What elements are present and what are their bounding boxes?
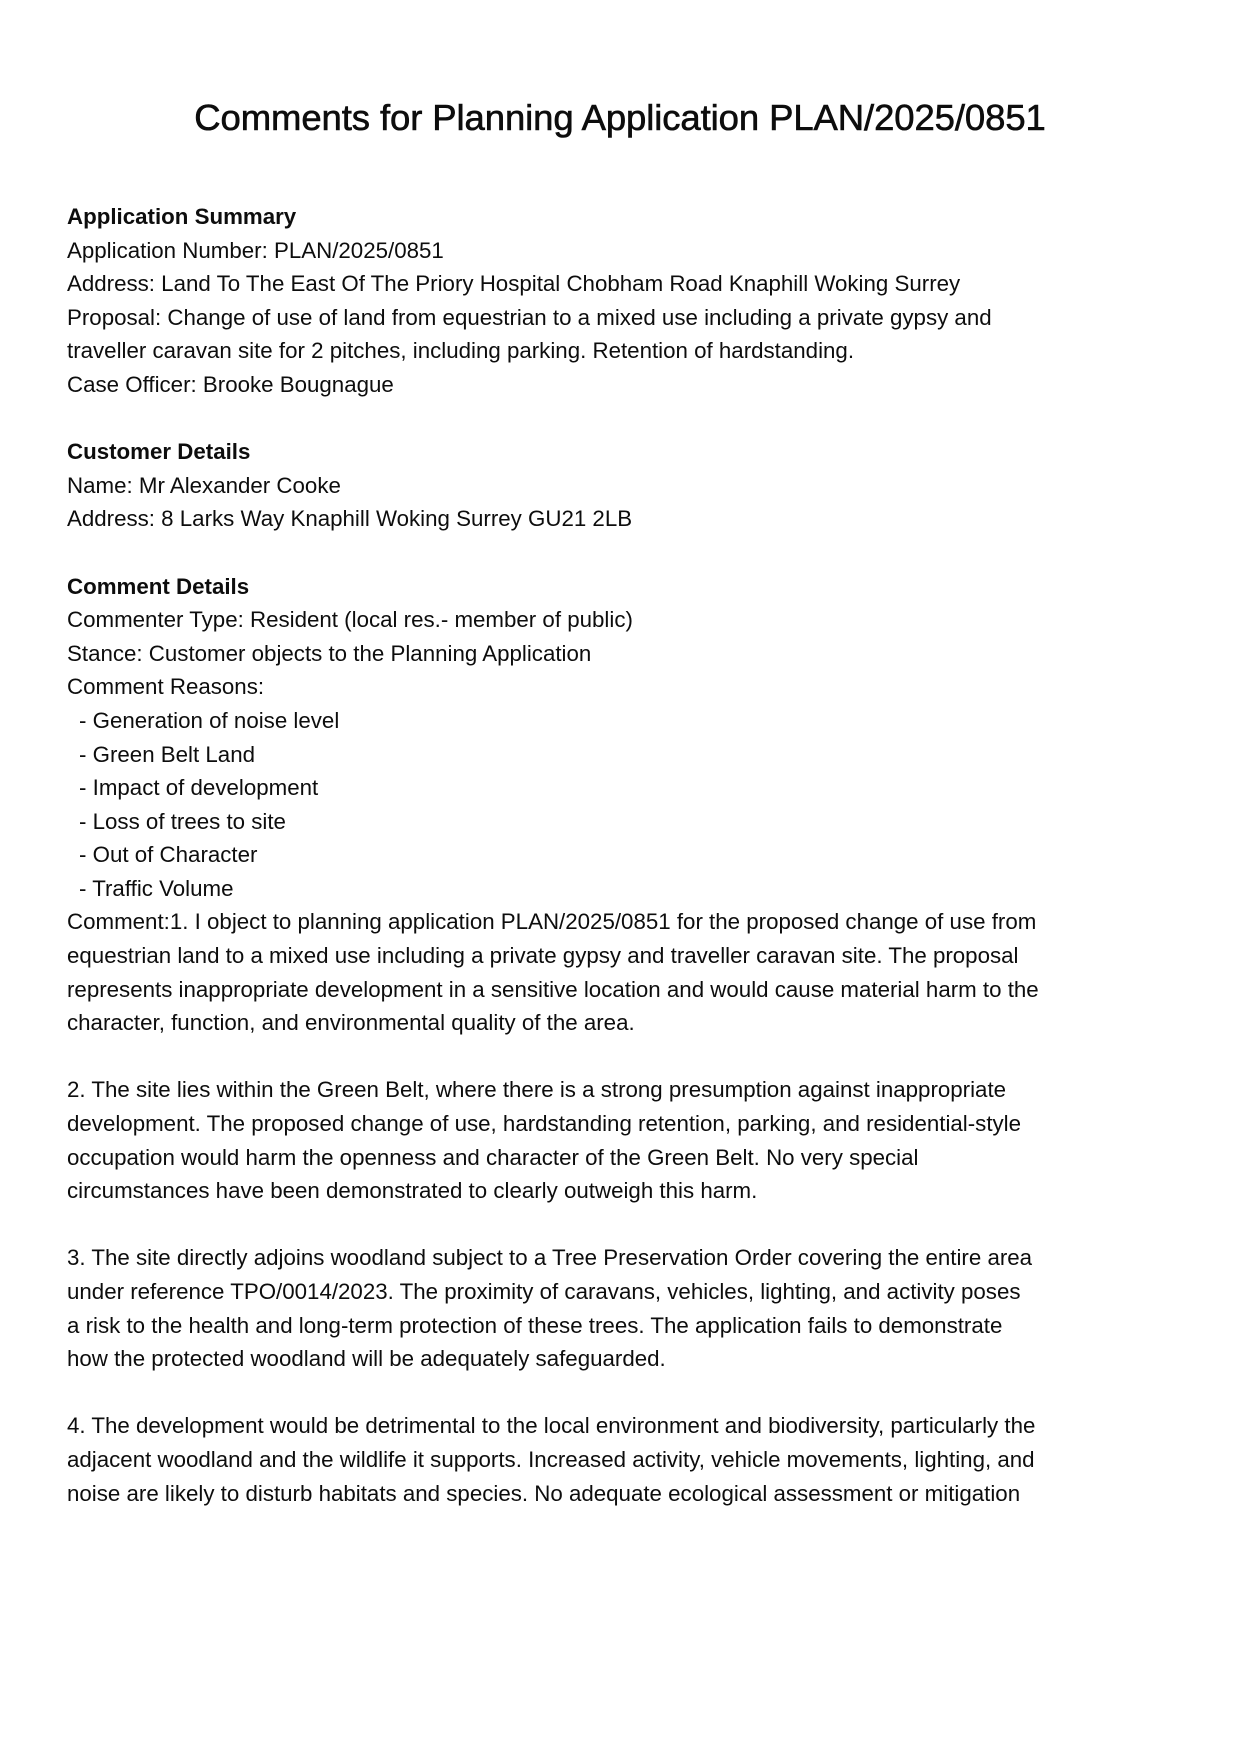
comment-line: 4. The development would be detrimental to the local environment and biodiversity, particularly the bbox=[67, 1413, 1036, 1439]
customer-details-section bbox=[67, 435, 1177, 536]
list-item: - Traffic Volume bbox=[79, 875, 234, 901]
stance: Stance: Customer objects to the Planning Application bbox=[67, 640, 592, 666]
comment-line: under reference TPO/0014/2023. The proximity of caravans, vehicles, lighting, and activity poses bbox=[67, 1279, 1021, 1304]
list-item: - Generation of noise level bbox=[79, 707, 340, 733]
comment-line: development. The proposed change of use, hardstanding retention, parking, and residential-style bbox=[67, 1111, 1022, 1137]
spacer bbox=[67, 1040, 1177, 1074]
customer-address: Address: 8 Larks Way Knaphill Woking Surrey GU21 2LB bbox=[67, 506, 633, 532]
application-number: Application Number: PLAN/2025/0851 bbox=[67, 237, 444, 263]
comment-line: how the protected woodland will be adequately safeguarded. bbox=[67, 1346, 666, 1372]
comment-line: Comment:1. I object to planning application PLAN/2025/0851 for the proposed change of use from bbox=[67, 909, 1037, 935]
list-item: - Out of Character bbox=[79, 842, 258, 868]
comment-line: 3. The site directly adjoins woodland subject to a Tree Preservation Order covering the entire area bbox=[67, 1245, 1033, 1271]
spacer bbox=[67, 402, 1177, 436]
page-title: Comments for Planning Application PLAN/2025/0851 bbox=[194, 97, 1046, 138]
document-body bbox=[67, 200, 1177, 1510]
list-item: - Impact of development bbox=[79, 775, 319, 801]
section-heading-application-summary: Application Summary bbox=[67, 204, 297, 229]
comment-line: circumstances have been demonstrated to clearly outweigh this harm. bbox=[67, 1178, 758, 1204]
case-officer: Case Officer: Brooke Bougnague bbox=[67, 371, 394, 397]
list-item: - Green Belt Land bbox=[79, 741, 256, 767]
comment-text bbox=[67, 905, 1177, 1510]
comment-line: a risk to the health and long-term protection of these trees. The application fails to demonstrate bbox=[67, 1312, 1003, 1338]
spacer bbox=[67, 1208, 1177, 1242]
list-item: - Loss of trees to site bbox=[79, 808, 286, 834]
comment-paragraph-2 bbox=[67, 1073, 1177, 1207]
commenter-type: Commenter Type: Resident (local res.- member of public) bbox=[67, 607, 633, 633]
spacer bbox=[67, 1376, 1177, 1410]
comment-line: adjacent woodland and the wildlife it supports. Increased activity, vehicle movements, lighting, and bbox=[67, 1446, 1035, 1472]
comment-line: 2. The site lies within the Green Belt, where there is a strong presumption against inappropriate bbox=[67, 1077, 1007, 1103]
comment-reasons-list bbox=[67, 704, 1177, 906]
comment-paragraph-3 bbox=[67, 1241, 1177, 1375]
comment-paragraph-4 bbox=[67, 1409, 1177, 1510]
comment-details-section bbox=[67, 570, 1177, 1511]
comment-line: noise are likely to disturb habitats and species. No adequate ecological assessment or mitigation bbox=[67, 1480, 1021, 1506]
comment-reasons-label: Comment Reasons: bbox=[67, 674, 265, 700]
section-heading-comment-details: Comment Details bbox=[67, 573, 250, 599]
customer-name: Name: Mr Alexander Cooke bbox=[67, 472, 341, 498]
comment-line: equestrian land to a mixed use including a private gypsy and traveller caravan site. The proposal bbox=[67, 943, 1019, 969]
application-summary-section bbox=[67, 200, 1177, 402]
comment-line: occupation would harm the openness and character of the Green Belt. No very special bbox=[67, 1144, 919, 1170]
comment-line: character, function, and environmental quality of the area. bbox=[67, 1010, 635, 1036]
comment-line: represents inappropriate development in a sensitive location and would cause material harm to the bbox=[67, 976, 1039, 1002]
application-address: Address: Land To The East Of The Priory Hospital Chobham Road Knaphill Woking Surrey bbox=[67, 271, 961, 297]
comment-paragraph-1 bbox=[67, 905, 1177, 1039]
spacer bbox=[67, 536, 1177, 570]
proposal-line-2: traveller caravan site for 2 pitches, including parking. Retention of hardstanding. bbox=[67, 338, 855, 364]
proposal-line-1: Proposal: Change of use of land from equestrian to a mixed use including a private gypsy and bbox=[67, 304, 992, 330]
section-heading-customer-details: Customer Details bbox=[67, 439, 251, 465]
